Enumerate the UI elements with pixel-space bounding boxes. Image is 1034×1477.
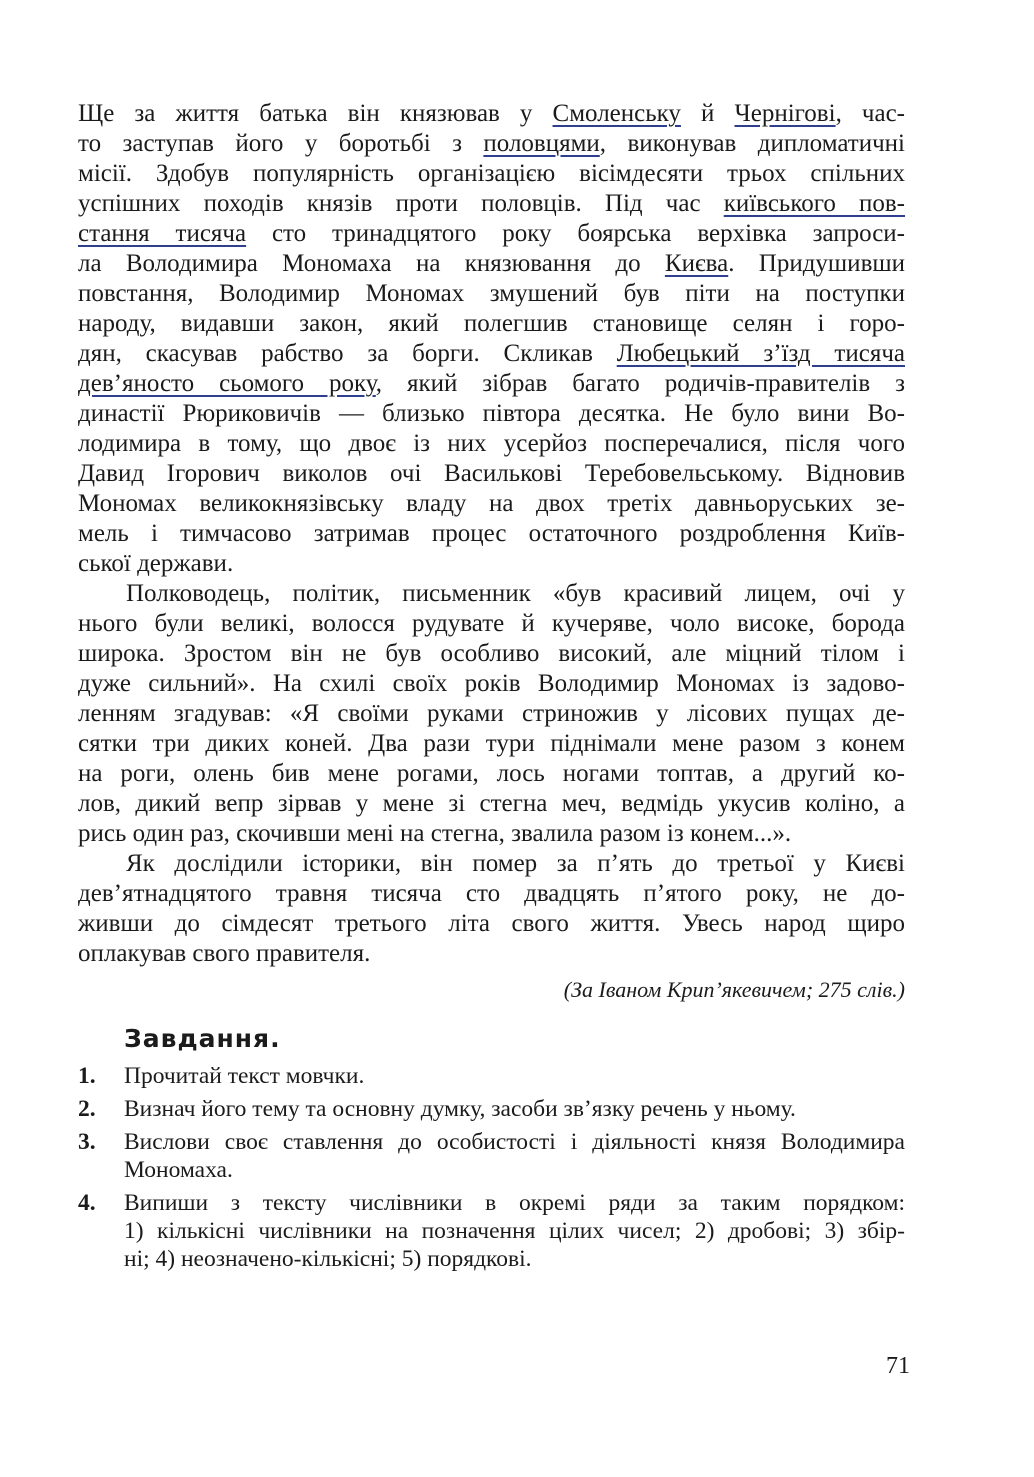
main-text (78, 99, 905, 969)
task-list (78, 1062, 905, 1278)
text-run: оплакував свого правителя. (78, 940, 371, 967)
text-line (78, 759, 905, 789)
text-line (78, 369, 905, 399)
hyperlink[interactable]: половцями (483, 130, 600, 157)
text-run: Як дослідили історики, він помер за п’ять до третьої у Києві (126, 850, 905, 877)
text-run: , час- (835, 100, 905, 127)
text-run: ської держави. (78, 550, 234, 577)
text-run: мель і тимчасово затримав процес остаточного роздроблення Київ- (78, 520, 905, 547)
text-run: то заступав його у боротьбі з (78, 130, 484, 157)
text-run: династії Рюриковичів — близько півтора десятка. Не було вини Во- (78, 400, 905, 427)
text-line (78, 549, 905, 579)
task-number: 3. (78, 1129, 96, 1155)
text-line (78, 579, 905, 609)
text-line (78, 519, 905, 549)
text-line (78, 279, 905, 309)
text-line (78, 879, 905, 909)
text-run: лодимира в тому, що двоє із них усерйоз посперечалися, після чого (78, 430, 905, 457)
text-run: , виконував дипломатичні (599, 130, 905, 157)
text-run: Полководець, політик, письменник «був красивий лицем, очі у (126, 580, 905, 607)
hyperlink[interactable]: київського пов- (723, 190, 905, 217)
hyperlink[interactable]: дев’яносто сьомого року (78, 370, 376, 397)
paragraph (78, 99, 905, 579)
hyperlink[interactable]: стання тисяча (78, 220, 247, 247)
text-run: дян, скасував рабство за борги. Скликав (78, 340, 617, 367)
text-line (78, 159, 905, 189)
hyperlink[interactable]: Смоленську (552, 100, 681, 127)
text-run: успішних походів князів проти половців. Під час (78, 190, 724, 217)
tasks-heading: Завдання. (124, 1024, 281, 1053)
text-run: , який зібрав багато родичів-правителів з (375, 370, 905, 397)
task-number: 2. (78, 1096, 96, 1122)
text-run: . Придушивши (728, 250, 905, 277)
text-run: сто тринадцятого року боярська верхівка запроси- (246, 220, 906, 247)
text-run: повстання, Володимир Мономах змушений був піти на поступки (78, 280, 905, 307)
source-citation: (За Іваном Крип’якевичем; 275 слів.) (563, 977, 905, 1002)
paragraph (78, 579, 905, 849)
task-item (78, 1095, 905, 1123)
text-run: живши до сімдесят третього літа свого життя. Увесь народ щиро (78, 910, 905, 937)
text-line (78, 819, 905, 849)
task-number: 4. (78, 1190, 96, 1216)
text-line (78, 129, 905, 159)
text-run: широка. Зростом він не був особливо високий, але міцний тілом і (78, 640, 905, 667)
text-run: ла Володимира Мономаха на князювання до (78, 250, 665, 277)
text-line (78, 669, 905, 699)
text-run: лов, дикий вепр зірвав у мене зі стегна меч, ведмідь укусив коліно, а (78, 790, 905, 817)
text-line (78, 399, 905, 429)
text-run: Давид Ігорович виколов очі Василькові Теребовельському. Відновив (78, 460, 905, 487)
page-number: 71 (886, 1353, 910, 1379)
task-item (78, 1128, 905, 1184)
task-text-line: Мономаха. (124, 1157, 233, 1183)
text-line (78, 189, 905, 219)
text-run: рись один раз, скочивши мені на стегна, звалила разом із конем...». (78, 820, 792, 847)
task-text-line: Прочитай текст мовчки. (124, 1063, 365, 1089)
text-line (78, 309, 905, 339)
text-line (78, 789, 905, 819)
text-line (78, 459, 905, 489)
text-line (78, 729, 905, 759)
task-number: 1. (78, 1063, 96, 1089)
text-line (78, 249, 905, 279)
text-line (78, 939, 905, 969)
text-run: ленням згадував: «Я своїми руками стриножив у лісових пущах де- (78, 700, 905, 727)
text-line (78, 99, 905, 129)
task-text-line: ні; 4) неозначено-кількісні; 5) порядкові. (124, 1246, 532, 1272)
paragraph (78, 849, 905, 969)
text-line (78, 699, 905, 729)
text-run: Ще за життя батька він князював у (78, 100, 553, 127)
text-line (78, 639, 905, 669)
text-run: народу, видавши закон, який полегшив становище селян і горо- (78, 310, 905, 337)
task-item (78, 1062, 905, 1090)
text-run: сятки три диких коней. Два рази тури піднімали мене разом з конем (78, 730, 905, 757)
text-run: дуже сильний». На схилі своїх років Володимир Мономах із задово- (78, 670, 905, 697)
text-run: на роги, олень бив мене рогами, лось ногами топтав, а другий ко- (78, 760, 905, 787)
text-run: нього були великі, волосся рудувате й кучеряве, чоло високе, борода (78, 610, 905, 637)
text-line (78, 339, 905, 369)
task-text-line: Вислови своє ставлення до особистості і діяльності князя Володимира (124, 1129, 905, 1155)
text-run: Мономах великокнязівську владу на двох третіх давньоруських зе- (78, 490, 905, 517)
text-line (78, 429, 905, 459)
text-line (78, 849, 905, 879)
hyperlink[interactable]: Любецький з’їзд тисяча (616, 340, 905, 367)
task-text-line: Визнач його тему та основну думку, засоби зв’язку речень у ньому. (124, 1096, 796, 1122)
text-line (78, 219, 905, 249)
task-text-line: Випиши з тексту числівники в окремі ряди за таким порядком: (124, 1190, 905, 1216)
text-line (78, 489, 905, 519)
hyperlink[interactable]: Чернігові (734, 100, 836, 127)
text-line (78, 909, 905, 939)
text-run: й (680, 100, 735, 127)
task-text-line: 1) кількісні числівники на позначення цілих чисел; 2) дробові; 3) збір- (124, 1218, 905, 1244)
text-run: дев’ятнадцятого травня тисяча сто двадцять п’ятого року, не до- (78, 880, 905, 907)
task-item (78, 1189, 905, 1273)
hyperlink[interactable]: Києва (664, 250, 729, 277)
text-line (78, 609, 905, 639)
text-run: місії. Здобув популярність організацією вісімдесяти трьох спільних (78, 160, 905, 187)
